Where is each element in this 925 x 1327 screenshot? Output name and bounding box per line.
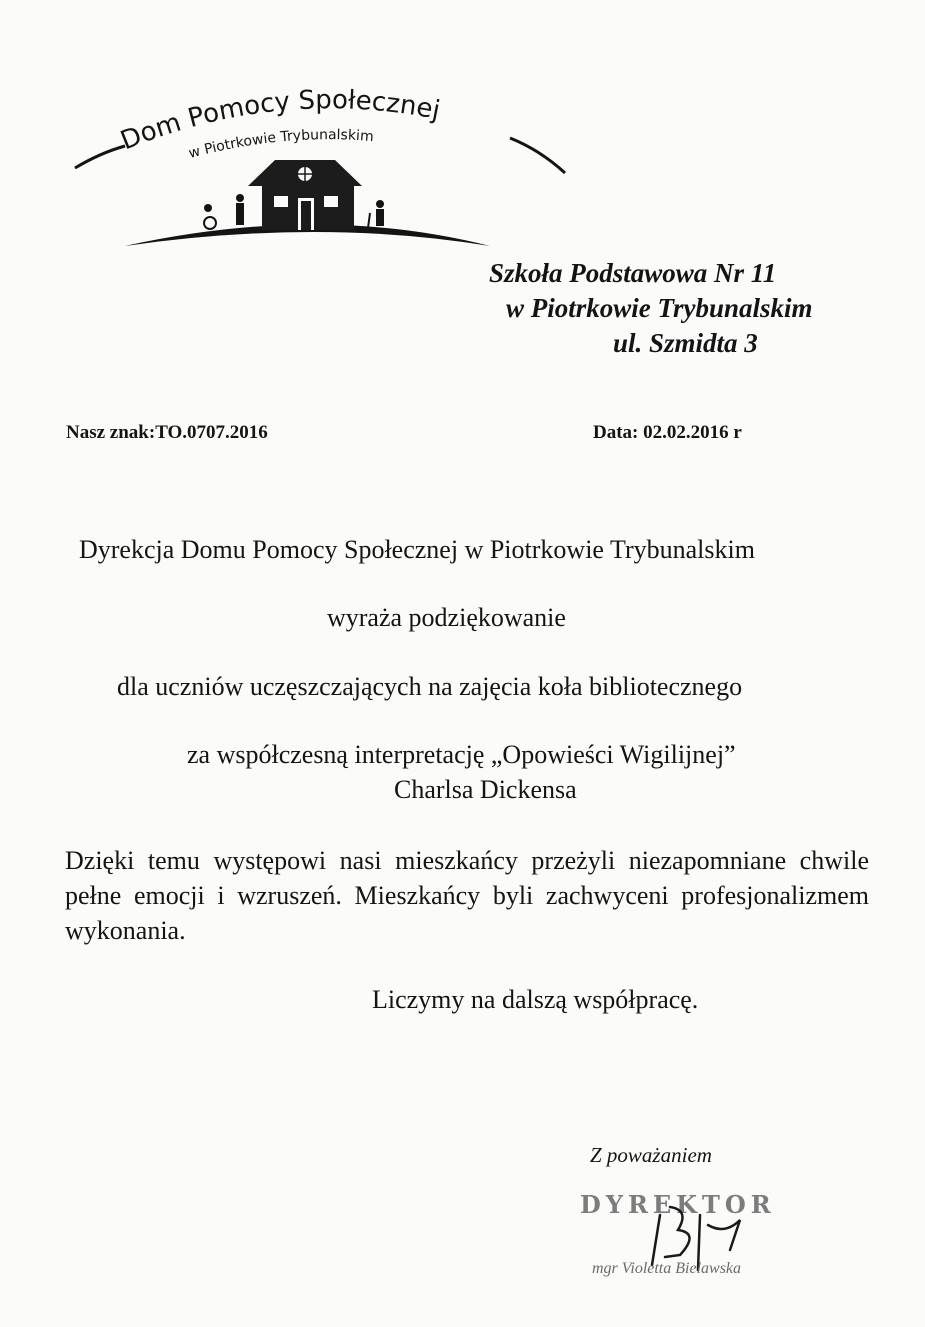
body-line-reason: za współczesną interpretację „Opowieści Wigilijnej” — [187, 740, 736, 769]
logo-title: Dom Pomocy Społecznej — [116, 85, 443, 157]
recipient-street: ul. Szmidta 3 — [613, 328, 758, 358]
stamp-title: DYREKTOR — [580, 1190, 776, 1219]
recipient-name: Szkoła Podstawowa Nr 11 — [489, 258, 777, 288]
stamp-name: mgr Violetta Bielawska — [592, 1260, 742, 1277]
reference-number: Nasz znak:TO.0707.2016 — [66, 422, 268, 443]
closing-line: Liczymy na dalszą współpracę. — [372, 985, 699, 1014]
house-logo-icon — [70, 78, 570, 258]
regards-text: Z poważaniem — [590, 1143, 712, 1167]
body-line-thanks: wyraża podziękowanie — [327, 603, 566, 632]
body-line-author: Charlsa Dickensa — [394, 775, 577, 804]
letter-date: Data: 02.02.2016 r — [593, 422, 742, 443]
recipient-city: w Piotrkowie Trybunalskim — [506, 293, 813, 323]
organization-logo — [70, 78, 570, 258]
body-line-recipients: dla uczniów uczęszczających na zajęcia koła bibliotecznego — [117, 672, 743, 701]
body-line-sender: Dyrekcja Domu Pomocy Społecznej w Piotrkowie Trybunalskim — [79, 535, 755, 564]
logo-subtitle: w Piotrkowie Trybunalskim — [187, 127, 375, 162]
body-paragraph: Dzięki temu występowi nasi mieszkańcy przeżyli niezapomniane chwile pełne emocji i wzruszeń. Mieszkańcy byli zachwyceni profesjonalizmem wykonania. — [65, 846, 869, 945]
